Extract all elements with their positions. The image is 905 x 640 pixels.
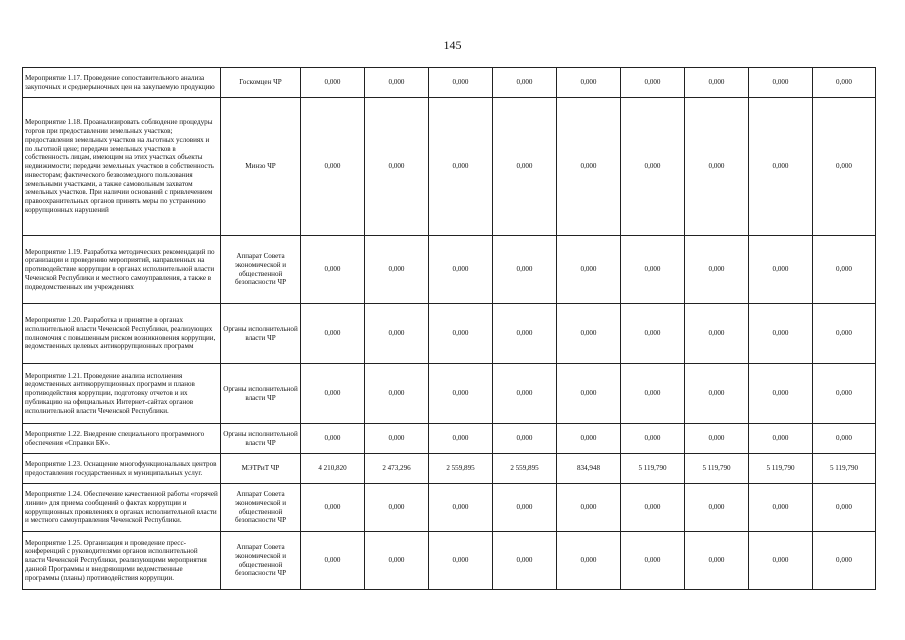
amount-cell: 0,000 [621,98,685,236]
table-row [23,98,876,236]
amount-cell: 0,000 [621,68,685,98]
amount-cell: 0,000 [493,424,557,454]
table-row [23,424,876,454]
amount-cell: 0,000 [301,532,365,590]
amount-cell: 0,000 [493,98,557,236]
amount-cell: 0,000 [493,304,557,364]
amount-cell: 0,000 [621,236,685,304]
program-funding-table [22,67,876,590]
amount-cell: 5 119,790 [813,454,876,484]
activity-name-cell: Мероприятие 1.21. Проведение анализа исполнения ведомственных антикоррупционных программ и планов противодействия коррупции, подготовку отчетов и их публикацию на официальных Интернет-сайтах органов исполнительной власти Чеченской Республики. [23,364,221,424]
table-row [23,68,876,98]
amount-cell: 0,000 [301,424,365,454]
amount-cell: 0,000 [429,424,493,454]
amount-cell: 5 119,790 [621,454,685,484]
amount-cell: 0,000 [365,424,429,454]
amount-cell: 0,000 [813,236,876,304]
amount-cell: 0,000 [429,98,493,236]
amount-cell: 0,000 [685,68,749,98]
amount-cell: 0,000 [301,484,365,532]
page-number: 145 [443,38,462,52]
executor-cell: Органы исполнительной власти ЧР [221,304,301,364]
activity-name-cell: Мероприятие 1.18. Проанализировать соблюдение процедуры торгов при предоставлении земельных участков; предоставления земельных участков на льготных условиях и по льготной цене; передачи земельных участков в собственность лицам, имеющим на этих участках объекты недвижимости; передачи земельных участков в собственность инвесторам; фактического безвозмездного пользования земельными участками, а также самовольным захватом земельных участков. При наличии оснований с привлечением правоохранительных органов принять меры по устранению коррупционных нарушений [23,98,221,236]
amount-cell: 0,000 [365,304,429,364]
amount-cell: 0,000 [429,364,493,424]
amount-cell: 0,000 [557,364,621,424]
amount-cell: 0,000 [557,484,621,532]
table-row [23,454,876,484]
activity-name-cell: Мероприятие 1.25. Организация и проведение пресс-конференций с руководителями органов исполнительной власти Чеченской Республики, реализующими мероприятия данной Программы и внедряющими ведомственные программы (планы) противодействия коррупции. [23,532,221,590]
amount-cell: 834,948 [557,454,621,484]
executor-cell: МЭТРиТ ЧР [221,454,301,484]
table-row [23,532,876,590]
amount-cell: 0,000 [685,532,749,590]
amount-cell: 0,000 [749,424,813,454]
amount-cell: 0,000 [301,98,365,236]
amount-cell: 0,000 [557,424,621,454]
amount-cell: 0,000 [749,98,813,236]
amount-cell: 0,000 [813,68,876,98]
amount-cell: 0,000 [365,68,429,98]
activity-name-cell: Мероприятие 1.19. Разработка методических рекомендаций по организации и проведению мероприятий, направленных на противодействие коррупции в органах исполнительной власти Чеченской Республики и местного самоуправления, а также в подведомственных им учреждениях [23,236,221,304]
amount-cell: 0,000 [685,484,749,532]
table-row [23,484,876,532]
amount-cell: 5 119,790 [685,454,749,484]
executor-cell: Органы исполнительной власти ЧР [221,424,301,454]
amount-cell: 0,000 [493,68,557,98]
executor-cell: Аппарат Совета экономической и общественной безопасности ЧР [221,236,301,304]
activity-name-cell: Мероприятие 1.20. Разработка и принятие в органах исполнительной власти Чеченской Республики, реализующих полномочия с повышенным риском возникновения коррупции, ведомственных целевых антикоррупционных программ [23,304,221,364]
table-body [23,68,876,590]
amount-cell: 0,000 [365,364,429,424]
activity-name-cell: Мероприятие 1.17. Проведение сопоставительного анализа закупочных и среднерыночных цен на закупаемую продукцию [23,68,221,98]
executor-cell: Аппарат Совета экономической и общественной безопасности ЧР [221,532,301,590]
executor-cell: Органы исполнительной власти ЧР [221,364,301,424]
amount-cell: 0,000 [813,532,876,590]
amount-cell: 0,000 [429,304,493,364]
amount-cell: 0,000 [621,532,685,590]
amount-cell: 0,000 [301,236,365,304]
executor-cell: Минзо ЧР [221,98,301,236]
amount-cell: 0,000 [813,98,876,236]
table-row [23,304,876,364]
amount-cell: 0,000 [685,364,749,424]
amount-cell: 0,000 [749,68,813,98]
amount-cell: 0,000 [557,68,621,98]
amount-cell: 0,000 [365,236,429,304]
amount-cell: 0,000 [493,364,557,424]
amount-cell: 0,000 [301,304,365,364]
activity-name-cell: Мероприятие 1.24. Обеспечение качественной работы «горячей линии» для приема сообщений о фактах коррупции и коррупционных проявлениях в органах исполнительной власти и местного самоуправления Чеченской Республики. [23,484,221,532]
amount-cell: 0,000 [749,364,813,424]
amount-cell: 0,000 [557,236,621,304]
amount-cell: 0,000 [365,532,429,590]
amount-cell: 0,000 [429,236,493,304]
amount-cell: 0,000 [813,484,876,532]
amount-cell: 0,000 [621,424,685,454]
amount-cell: 0,000 [685,98,749,236]
amount-cell: 0,000 [493,484,557,532]
amount-cell: 0,000 [493,532,557,590]
amount-cell: 2 473,296 [365,454,429,484]
amount-cell: 0,000 [685,424,749,454]
amount-cell: 0,000 [365,484,429,532]
activity-name-cell: Мероприятие 1.23. Оснащение многофункциональных центров предоставления государственных и муниципальных услуг. [23,454,221,484]
amount-cell: 0,000 [621,364,685,424]
amount-cell: 0,000 [621,304,685,364]
amount-cell: 0,000 [685,236,749,304]
table-row [23,364,876,424]
amount-cell: 0,000 [685,304,749,364]
amount-cell: 0,000 [493,236,557,304]
executor-cell: Аппарат Совета экономической и общественной безопасности ЧР [221,484,301,532]
amount-cell: 0,000 [429,484,493,532]
amount-cell: 0,000 [365,98,429,236]
amount-cell: 0,000 [749,532,813,590]
amount-cell: 0,000 [557,304,621,364]
amount-cell: 0,000 [749,484,813,532]
table-row [23,236,876,304]
amount-cell: 0,000 [429,532,493,590]
amount-cell: 0,000 [813,424,876,454]
amount-cell: 0,000 [301,364,365,424]
activity-name-cell: Мероприятие 1.22. Внедрение специального программного обеспечения «Справки БК». [23,424,221,454]
amount-cell: 5 119,790 [749,454,813,484]
amount-cell: 0,000 [621,484,685,532]
amount-cell: 0,000 [749,236,813,304]
amount-cell: 0,000 [557,98,621,236]
amount-cell: 0,000 [557,532,621,590]
amount-cell: 4 210,820 [301,454,365,484]
executor-cell: Госкомцен ЧР [221,68,301,98]
amount-cell: 0,000 [813,304,876,364]
amount-cell: 0,000 [429,68,493,98]
amount-cell: 0,000 [301,68,365,98]
amount-cell: 2 559,895 [493,454,557,484]
amount-cell: 0,000 [813,364,876,424]
amount-cell: 0,000 [749,304,813,364]
amount-cell: 2 559,895 [429,454,493,484]
